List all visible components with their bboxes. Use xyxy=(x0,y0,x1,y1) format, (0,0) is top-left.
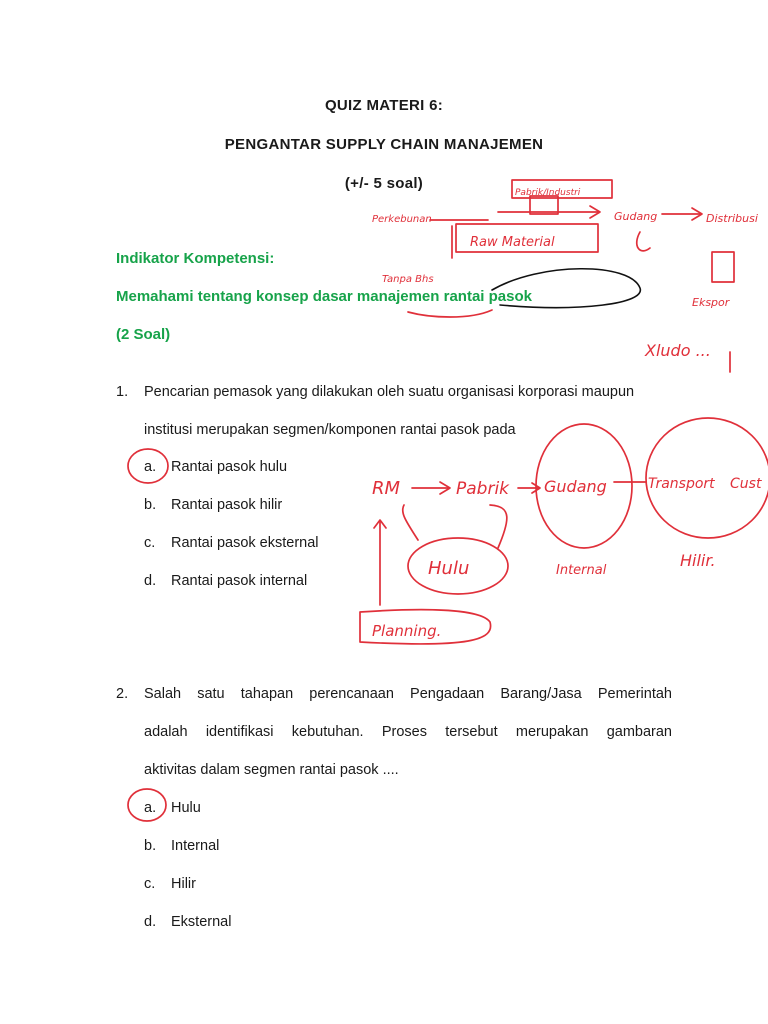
ink-note-gudang-top: Gudang xyxy=(614,210,658,223)
quiz-title: QUIZ MATERI 6: xyxy=(324,97,444,114)
ink-circle-internal xyxy=(536,424,632,548)
q1-option-d-letter: d. xyxy=(144,573,157,589)
indicator-text: Memahami tentang konsep dasar manajemen rantai pasok xyxy=(116,288,532,305)
ink-circle-hilir xyxy=(646,418,768,538)
ink-diagram-internal: Internal xyxy=(556,563,607,578)
q2-option-a: Hulu xyxy=(171,800,201,816)
question-2-line-3: aktivitas dalam segmen rantai pasok .... xyxy=(144,762,399,778)
indicator-count: (2 Soal) xyxy=(116,326,171,343)
indicator-label: Indikator Kompetensi: xyxy=(116,250,275,267)
ink-diagram-cust: Cust xyxy=(730,476,762,492)
question-2-line-2: adalah identifikasi kebutuhan. Proses tersebut merupakan gambaran xyxy=(144,724,672,740)
ink-diagram-transport: Transport xyxy=(648,476,715,492)
ink-note-pabrik: Pabrik/Industri xyxy=(515,188,581,198)
q2-option-c: Hilir xyxy=(171,876,196,892)
ink-note-xludo: Xludo ... xyxy=(645,341,711,360)
q2-option-b-letter: b. xyxy=(144,838,157,854)
question-2-line-1: Salah satu tahapan perencanaan Pengadaan Barang/Jasa Pemerintah xyxy=(144,686,672,702)
ink-note-tanpa: Tanpa Bhs xyxy=(382,274,434,285)
question-2-number: 2. xyxy=(116,686,129,702)
q2-option-d-letter: d. xyxy=(144,914,157,930)
question-1-line-1: Pencarian pemasok yang dilakukan oleh suatu organisasi korporasi maupun xyxy=(144,384,635,400)
ink-diagram-gudang: Gudang xyxy=(544,477,607,496)
ink-note-raw-material: Raw Material xyxy=(470,235,555,250)
ink-diagram-pabrik: Pabrik xyxy=(456,479,510,499)
q1-option-d: Rantai pasok internal xyxy=(171,573,308,589)
ink-diagram-hilir: Hilir. xyxy=(680,551,716,570)
question-1-line-2: institusi merupakan segmen/komponen rantai pasok pada xyxy=(144,422,516,438)
q1-option-b: Rantai pasok hilir xyxy=(171,497,283,513)
q2-option-a-letter: a. xyxy=(144,800,157,816)
quiz-subtitle: PENGANTAR SUPPLY CHAIN MANAJEMEN xyxy=(224,136,544,153)
ink-note-perkebunan: Perkebunan xyxy=(372,214,432,225)
q1-option-a: Rantai pasok hulu xyxy=(171,459,288,475)
q1-option-c: Rantai pasok eksternal xyxy=(171,535,319,551)
ink-note-ekspor: Ekspor xyxy=(692,296,730,309)
question-1-number: 1. xyxy=(116,384,129,400)
q1-option-c-letter: c. xyxy=(144,535,156,551)
ink-circle-hulu xyxy=(408,538,508,594)
question-count: (+/- 5 soal) xyxy=(344,175,424,192)
ink-note-distribusi: Distribusi xyxy=(706,212,758,225)
q2-option-d: Eksternal xyxy=(171,914,232,930)
ink-diagram-planning: Planning. xyxy=(372,622,442,640)
q1-option-a-letter: a. xyxy=(144,459,157,475)
ink-diagram-rm: RM xyxy=(372,478,401,499)
ink-diagram-hulu: Hulu xyxy=(428,558,470,579)
q1-option-b-letter: b. xyxy=(144,497,157,513)
q2-option-b: Internal xyxy=(171,838,220,854)
q2-option-c-letter: c. xyxy=(144,876,156,892)
